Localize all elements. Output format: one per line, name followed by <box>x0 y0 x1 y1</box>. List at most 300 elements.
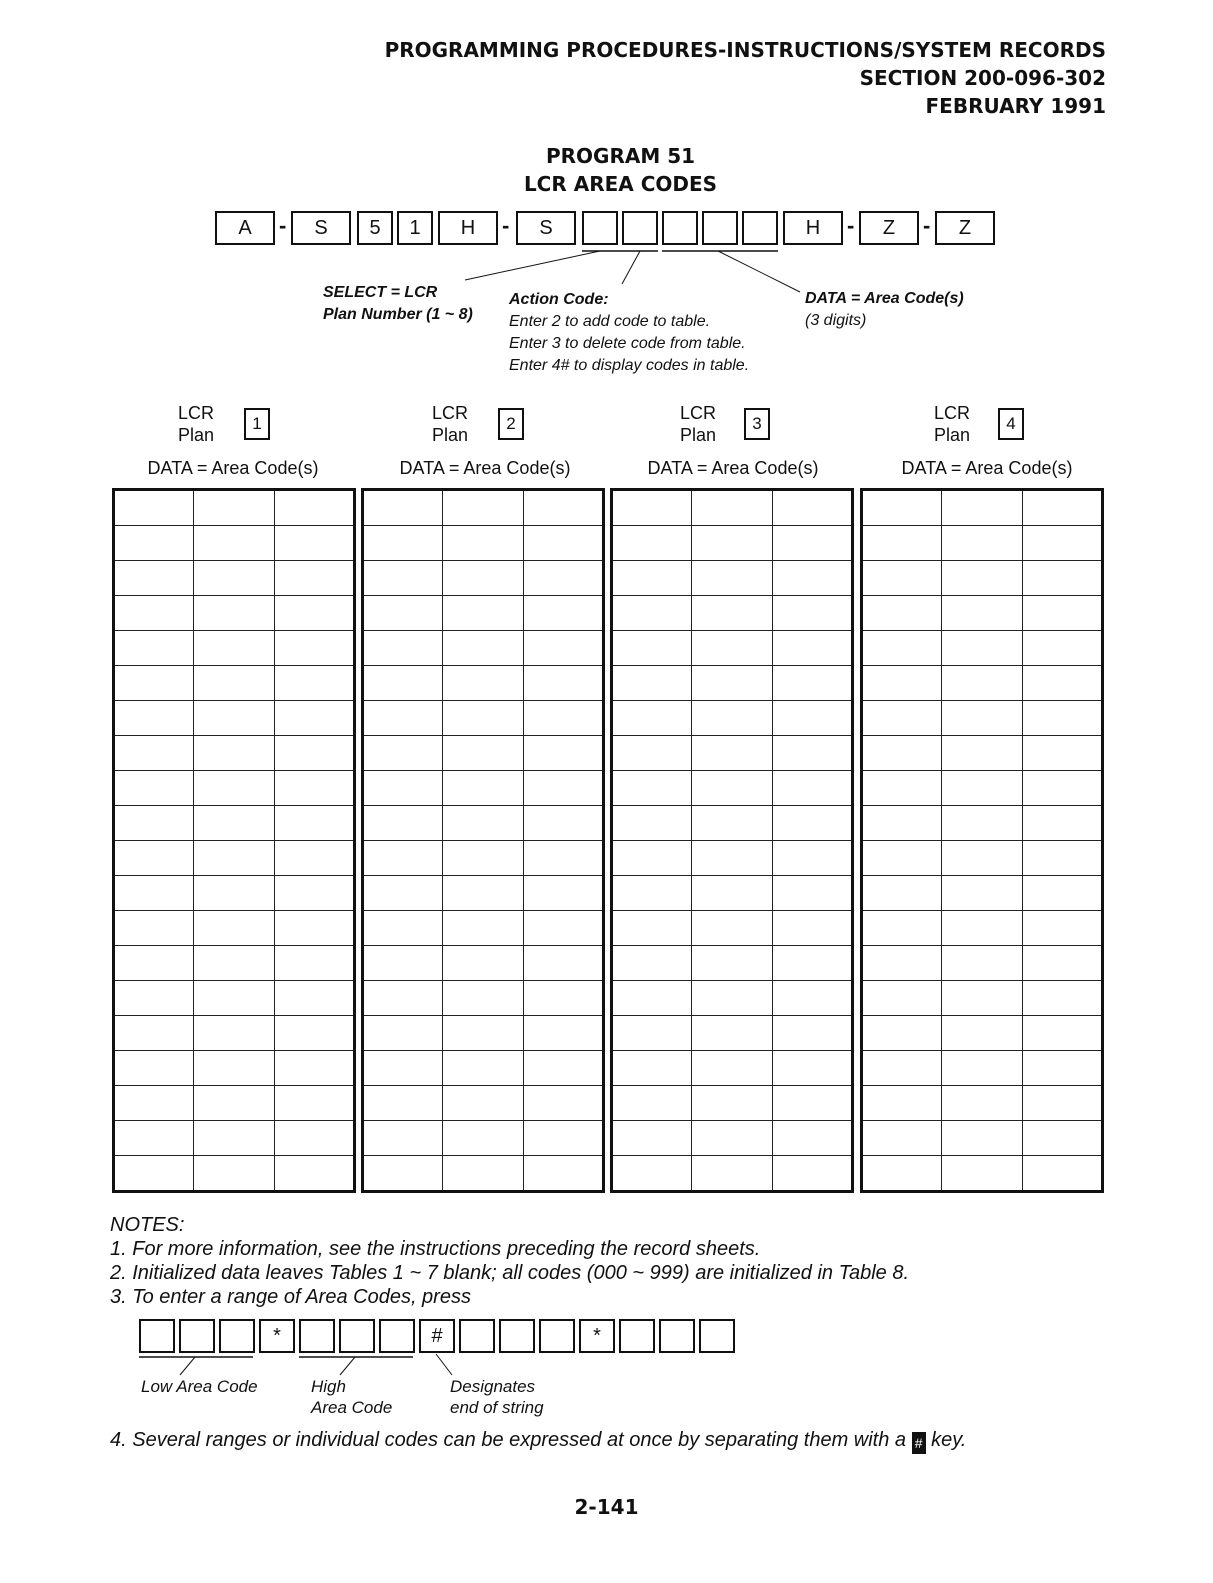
table-row <box>862 876 1103 911</box>
area-code-cell[interactable] <box>114 946 194 981</box>
plan-header-3: LCR Plan 3 DATA = Area Code(s) <box>608 402 858 482</box>
table-row <box>363 701 604 736</box>
range-key-box <box>539 1319 575 1353</box>
area-code-cell[interactable] <box>363 1086 443 1121</box>
area-code-cell[interactable] <box>523 1121 603 1156</box>
area-code-cell[interactable] <box>523 736 603 771</box>
area-code-cell[interactable] <box>862 701 942 736</box>
area-code-cell[interactable] <box>443 631 523 666</box>
area-code-cell[interactable] <box>194 981 274 1016</box>
separator-dash: - <box>502 213 510 238</box>
area-code-cell[interactable] <box>114 561 194 596</box>
area-code-cell[interactable] <box>443 771 523 806</box>
area-code-cell[interactable] <box>862 1156 942 1192</box>
range-key-box <box>379 1319 415 1353</box>
area-code-cell[interactable] <box>194 911 274 946</box>
area-code-cell[interactable] <box>114 596 194 631</box>
area-code-cell[interactable] <box>942 526 1022 561</box>
header-line-1: PROGRAMMING PROCEDURES-INSTRUCTIONS/SYSTEM RECORDS <box>384 38 1106 62</box>
table-row <box>862 1156 1103 1192</box>
area-code-cell[interactable] <box>862 806 942 841</box>
range-key-box <box>219 1319 255 1353</box>
area-code-cell[interactable] <box>443 1121 523 1156</box>
area-code-cell[interactable] <box>523 1086 603 1121</box>
area-code-cell[interactable] <box>942 631 1022 666</box>
area-code-cell[interactable] <box>363 806 443 841</box>
area-code-cell[interactable] <box>274 1051 354 1086</box>
table-row <box>114 841 355 876</box>
area-code-cell[interactable] <box>523 526 603 561</box>
area-code-cell[interactable] <box>443 946 523 981</box>
area-code-cell[interactable] <box>942 841 1022 876</box>
area-code-cell[interactable] <box>692 666 772 701</box>
area-code-cell[interactable] <box>274 631 354 666</box>
area-code-cell[interactable] <box>363 701 443 736</box>
area-code-cell[interactable] <box>772 841 852 876</box>
area-code-cell[interactable] <box>612 806 692 841</box>
area-code-cell[interactable] <box>523 701 603 736</box>
area-code-cell[interactable] <box>612 1016 692 1051</box>
area-code-cell[interactable] <box>443 1156 523 1192</box>
area-code-cell[interactable] <box>862 841 942 876</box>
area-code-cell[interactable] <box>443 1051 523 1086</box>
area-code-cell[interactable] <box>114 1051 194 1086</box>
area-code-cell[interactable] <box>443 841 523 876</box>
area-code-cell[interactable] <box>114 911 194 946</box>
area-code-cell[interactable] <box>114 1016 194 1051</box>
area-code-cell[interactable] <box>274 841 354 876</box>
key-box-a: A <box>215 211 275 245</box>
area-code-cell[interactable] <box>862 1121 942 1156</box>
area-code-cell[interactable] <box>274 806 354 841</box>
area-code-cell[interactable] <box>942 490 1022 526</box>
area-code-cell[interactable] <box>443 1086 523 1121</box>
area-code-cell[interactable] <box>114 490 194 526</box>
table-row <box>114 1121 355 1156</box>
area-code-cell[interactable] <box>692 1156 772 1192</box>
area-code-cell[interactable] <box>363 841 443 876</box>
area-code-cell[interactable] <box>1022 911 1102 946</box>
table-row <box>862 631 1103 666</box>
area-code-cell[interactable] <box>772 561 852 596</box>
area-code-cell[interactable] <box>114 806 194 841</box>
area-code-cell[interactable] <box>1022 841 1102 876</box>
area-code-cell[interactable] <box>363 1121 443 1156</box>
area-code-cell[interactable] <box>942 666 1022 701</box>
data-label: DATA = Area Code(s) (3 digits) <box>805 290 964 329</box>
plan-data-label: DATA = Area Code(s) <box>147 458 319 478</box>
area-code-cell[interactable] <box>274 946 354 981</box>
area-code-cell[interactable] <box>1022 771 1102 806</box>
area-code-cell[interactable] <box>194 946 274 981</box>
area-code-cell[interactable] <box>443 666 523 701</box>
area-code-cell[interactable] <box>612 1156 692 1192</box>
area-code-cell[interactable] <box>363 596 443 631</box>
table-row <box>612 1156 853 1192</box>
area-code-cell[interactable] <box>692 771 772 806</box>
key-box-h: H <box>783 211 843 245</box>
area-code-cell[interactable] <box>194 631 274 666</box>
area-code-cell[interactable] <box>523 561 603 596</box>
area-code-cell[interactable] <box>194 876 274 911</box>
area-code-cell[interactable] <box>612 526 692 561</box>
area-code-cell[interactable] <box>523 490 603 526</box>
area-code-cell[interactable] <box>114 1086 194 1121</box>
area-code-cell[interactable] <box>942 596 1022 631</box>
table-row <box>114 1016 355 1051</box>
table-row <box>114 526 355 561</box>
area-code-cell[interactable] <box>612 666 692 701</box>
area-code-cell[interactable] <box>523 666 603 701</box>
area-code-cell[interactable] <box>194 666 274 701</box>
area-code-cell[interactable] <box>1022 1086 1102 1121</box>
area-code-cell[interactable] <box>443 1016 523 1051</box>
area-code-cell[interactable] <box>862 526 942 561</box>
table-row <box>363 1086 604 1121</box>
area-code-cell[interactable] <box>1022 1051 1102 1086</box>
area-code-cell[interactable] <box>692 841 772 876</box>
area-code-cell[interactable] <box>443 526 523 561</box>
area-code-cell[interactable] <box>114 876 194 911</box>
area-code-cell[interactable] <box>1022 596 1102 631</box>
area-code-cell[interactable] <box>274 1086 354 1121</box>
area-code-cell[interactable] <box>612 1051 692 1086</box>
note-1: 1. For more information, see the instructions preceding the record sheets. <box>110 1238 761 1260</box>
area-code-cell[interactable] <box>692 631 772 666</box>
plan-header-4: LCR Plan 4 DATA = Area Code(s) <box>862 402 1112 482</box>
area-code-cell[interactable] <box>274 911 354 946</box>
area-code-cell[interactable] <box>612 841 692 876</box>
area-code-cell[interactable] <box>443 561 523 596</box>
area-code-cell[interactable] <box>612 876 692 911</box>
area-code-cell[interactable] <box>772 946 852 981</box>
area-code-cell[interactable] <box>274 1156 354 1192</box>
area-code-cell[interactable] <box>443 876 523 911</box>
area-code-cell[interactable] <box>692 490 772 526</box>
area-code-cell[interactable] <box>862 1051 942 1086</box>
area-code-cell[interactable] <box>194 596 274 631</box>
area-code-cell[interactable] <box>1022 946 1102 981</box>
area-code-cell[interactable] <box>772 1051 852 1086</box>
area-code-cell[interactable] <box>363 561 443 596</box>
area-code-cell[interactable] <box>692 1051 772 1086</box>
area-code-cell[interactable] <box>942 876 1022 911</box>
area-code-cell[interactable] <box>1022 736 1102 771</box>
table-row <box>612 701 853 736</box>
area-code-cell[interactable] <box>862 946 942 981</box>
area-code-cell[interactable] <box>114 1121 194 1156</box>
area-code-cell[interactable] <box>1022 561 1102 596</box>
area-code-cell[interactable] <box>862 1016 942 1051</box>
area-code-cell[interactable] <box>114 981 194 1016</box>
area-code-cell[interactable] <box>443 701 523 736</box>
area-code-cell[interactable] <box>772 806 852 841</box>
area-code-cell[interactable] <box>523 911 603 946</box>
area-code-cell[interactable] <box>692 701 772 736</box>
area-code-cell[interactable] <box>772 1086 852 1121</box>
area-code-cell[interactable] <box>1022 876 1102 911</box>
area-code-cell[interactable] <box>1022 981 1102 1016</box>
area-code-cell[interactable] <box>612 1121 692 1156</box>
plan-header-1: LCR Plan 1 DATA = Area Code(s) <box>108 402 358 482</box>
area-code-cell[interactable] <box>862 771 942 806</box>
area-code-cell[interactable] <box>363 526 443 561</box>
separator-dash: - <box>847 213 855 238</box>
area-code-cell[interactable] <box>274 490 354 526</box>
area-code-cell[interactable] <box>942 771 1022 806</box>
area-code-cell[interactable] <box>443 911 523 946</box>
area-code-cell[interactable] <box>1022 526 1102 561</box>
header-section: SECTION 200-096-302 <box>859 66 1106 90</box>
area-code-cell[interactable] <box>942 1051 1022 1086</box>
range-callout-lines <box>0 1350 800 1390</box>
area-code-cell[interactable] <box>772 981 852 1016</box>
area-code-cell[interactable] <box>692 1016 772 1051</box>
area-code-cell[interactable] <box>692 596 772 631</box>
area-code-cell[interactable] <box>1022 631 1102 666</box>
area-code-cell[interactable] <box>1022 1156 1102 1192</box>
area-code-cell[interactable] <box>1022 701 1102 736</box>
area-code-cell[interactable] <box>862 666 942 701</box>
key-box-h: H <box>438 211 498 245</box>
area-code-cell[interactable] <box>363 1156 443 1192</box>
table-row <box>114 490 355 526</box>
area-code-cell[interactable] <box>612 701 692 736</box>
area-code-cell[interactable] <box>523 981 603 1016</box>
area-code-cell[interactable] <box>194 1156 274 1192</box>
area-code-cell[interactable] <box>862 981 942 1016</box>
table-row <box>862 911 1103 946</box>
area-code-cell[interactable] <box>114 736 194 771</box>
table-row <box>862 1016 1103 1051</box>
area-code-cell[interactable] <box>612 596 692 631</box>
area-code-cell[interactable] <box>942 1016 1022 1051</box>
area-code-cell[interactable] <box>194 841 274 876</box>
area-code-cell[interactable] <box>692 806 772 841</box>
area-code-cell[interactable] <box>862 596 942 631</box>
area-code-cell[interactable] <box>862 736 942 771</box>
area-code-cell[interactable] <box>862 911 942 946</box>
area-code-cell[interactable] <box>692 526 772 561</box>
note-2: 2. Initialized data leaves Tables 1 ~ 7 blank; all codes (000 ~ 999) are initialized in Table 8. <box>110 1262 910 1284</box>
area-code-cell[interactable] <box>772 771 852 806</box>
area-code-table-plan-3 <box>610 488 854 1193</box>
area-code-cell[interactable] <box>942 946 1022 981</box>
area-code-cell[interactable] <box>443 596 523 631</box>
area-code-cell[interactable] <box>363 876 443 911</box>
plan-number-box: 3 <box>744 408 770 440</box>
area-code-cell[interactable] <box>274 736 354 771</box>
area-code-cell[interactable] <box>612 561 692 596</box>
area-code-cell[interactable] <box>862 631 942 666</box>
area-code-cell[interactable] <box>363 771 443 806</box>
area-code-cell[interactable] <box>772 1016 852 1051</box>
area-code-cell[interactable] <box>772 1121 852 1156</box>
area-code-cell[interactable] <box>274 701 354 736</box>
table-row <box>114 981 355 1016</box>
area-code-cell[interactable] <box>612 1086 692 1121</box>
area-code-cell[interactable] <box>443 490 523 526</box>
table-row <box>363 841 604 876</box>
area-code-cell[interactable] <box>692 911 772 946</box>
area-code-cell[interactable] <box>942 981 1022 1016</box>
area-code-cell[interactable] <box>194 526 274 561</box>
area-code-cell[interactable] <box>772 666 852 701</box>
area-code-cell[interactable] <box>274 596 354 631</box>
area-code-cell[interactable] <box>1022 806 1102 841</box>
area-code-cell[interactable] <box>443 736 523 771</box>
area-code-cell[interactable] <box>363 490 443 526</box>
area-code-cell[interactable] <box>942 1086 1022 1121</box>
area-code-cell[interactable] <box>523 1156 603 1192</box>
area-code-cell[interactable] <box>612 981 692 1016</box>
area-code-cell[interactable] <box>274 876 354 911</box>
area-code-cell[interactable] <box>942 561 1022 596</box>
range-key-box <box>699 1319 735 1353</box>
area-code-cell[interactable] <box>612 911 692 946</box>
area-code-cell[interactable] <box>692 946 772 981</box>
area-code-cell[interactable] <box>612 946 692 981</box>
table-row <box>363 596 604 631</box>
area-code-cell[interactable] <box>772 631 852 666</box>
table-row <box>612 946 853 981</box>
area-code-cell[interactable] <box>1022 490 1102 526</box>
area-code-cell[interactable] <box>692 1086 772 1121</box>
area-code-cell[interactable] <box>274 526 354 561</box>
area-code-cell[interactable] <box>942 911 1022 946</box>
table-row <box>114 1051 355 1086</box>
area-code-cell[interactable] <box>612 631 692 666</box>
area-code-cell[interactable] <box>1022 1016 1102 1051</box>
table-row <box>862 561 1103 596</box>
table-row <box>612 736 853 771</box>
key-box-s: S <box>291 211 351 245</box>
area-code-cell[interactable] <box>772 1156 852 1192</box>
area-code-cell[interactable] <box>862 876 942 911</box>
area-code-cell[interactable] <box>523 771 603 806</box>
area-code-cell[interactable] <box>1022 666 1102 701</box>
area-code-cell[interactable] <box>363 911 443 946</box>
area-code-cell[interactable] <box>612 771 692 806</box>
area-code-cell[interactable] <box>612 490 692 526</box>
area-code-cell[interactable] <box>194 736 274 771</box>
area-code-cell[interactable] <box>114 841 194 876</box>
table-row <box>612 981 853 1016</box>
area-code-cell[interactable] <box>772 736 852 771</box>
program-name: LCR AREA CODES <box>523 172 718 196</box>
area-code-cell[interactable] <box>523 596 603 631</box>
area-code-cell[interactable] <box>274 561 354 596</box>
area-code-cell[interactable] <box>114 701 194 736</box>
area-code-cell[interactable] <box>523 806 603 841</box>
area-code-cell[interactable] <box>363 946 443 981</box>
key-box-5: 5 <box>357 211 393 245</box>
area-code-cell[interactable] <box>114 526 194 561</box>
area-code-cell[interactable] <box>772 876 852 911</box>
area-code-cell[interactable] <box>772 911 852 946</box>
area-code-cell[interactable] <box>772 701 852 736</box>
area-code-cell[interactable] <box>363 736 443 771</box>
range-key-box <box>339 1319 375 1353</box>
area-code-cell[interactable] <box>194 701 274 736</box>
range-key-box <box>619 1319 655 1353</box>
area-code-cell[interactable] <box>942 806 1022 841</box>
area-code-cell[interactable] <box>443 981 523 1016</box>
area-code-cell[interactable] <box>363 631 443 666</box>
end-of-string-label: Designates end of string <box>450 1377 544 1417</box>
table-row <box>862 596 1103 631</box>
area-code-cell[interactable] <box>862 561 942 596</box>
area-code-cell[interactable] <box>523 946 603 981</box>
area-code-cell[interactable] <box>1022 1121 1102 1156</box>
area-code-cell[interactable] <box>523 841 603 876</box>
key-box-s: S <box>516 211 576 245</box>
area-code-cell[interactable] <box>363 981 443 1016</box>
area-code-cell[interactable] <box>523 1016 603 1051</box>
area-code-cell[interactable] <box>194 1086 274 1121</box>
area-code-cell[interactable] <box>692 561 772 596</box>
area-code-cell[interactable] <box>194 490 274 526</box>
area-code-cell[interactable] <box>114 631 194 666</box>
note-4: 4. Several ranges or individual codes can be expressed at once by separating them with a # key. <box>110 1428 966 1454</box>
area-code-cell[interactable] <box>274 771 354 806</box>
area-code-cell[interactable] <box>363 1051 443 1086</box>
area-code-cell[interactable] <box>942 701 1022 736</box>
area-code-cell[interactable] <box>194 561 274 596</box>
table-row <box>363 911 604 946</box>
area-code-cell[interactable] <box>942 1121 1022 1156</box>
area-code-cell[interactable] <box>363 1016 443 1051</box>
area-code-cell[interactable] <box>692 876 772 911</box>
area-code-cell[interactable] <box>692 981 772 1016</box>
area-code-cell[interactable] <box>194 771 274 806</box>
area-code-cell[interactable] <box>523 1051 603 1086</box>
area-code-cell[interactable] <box>862 1086 942 1121</box>
area-code-cell[interactable] <box>692 1121 772 1156</box>
area-code-cell[interactable] <box>114 1156 194 1192</box>
key-box-z: Z <box>935 211 995 245</box>
area-code-cell[interactable] <box>523 876 603 911</box>
area-code-cell[interactable] <box>942 1156 1022 1192</box>
area-code-cell[interactable] <box>363 666 443 701</box>
star-key-box: * <box>259 1319 295 1353</box>
area-code-cell[interactable] <box>772 596 852 631</box>
area-code-cell[interactable] <box>194 1016 274 1051</box>
area-code-cell[interactable] <box>274 666 354 701</box>
area-code-cell[interactable] <box>194 806 274 841</box>
table-row <box>114 806 355 841</box>
area-code-cell[interactable] <box>862 490 942 526</box>
range-key-box <box>659 1319 695 1353</box>
area-code-cell[interactable] <box>274 981 354 1016</box>
area-code-cell[interactable] <box>274 1016 354 1051</box>
area-code-cell[interactable] <box>942 736 1022 771</box>
area-code-cell[interactable] <box>772 526 852 561</box>
area-code-cell[interactable] <box>274 1121 354 1156</box>
area-code-cell[interactable] <box>523 631 603 666</box>
area-code-cell[interactable] <box>114 771 194 806</box>
table-row <box>862 666 1103 701</box>
area-code-cell[interactable] <box>612 736 692 771</box>
area-code-cell[interactable] <box>772 490 852 526</box>
table-row <box>363 490 604 526</box>
area-code-cell[interactable] <box>114 666 194 701</box>
area-code-cell[interactable] <box>194 1051 274 1086</box>
area-code-cell[interactable] <box>194 1121 274 1156</box>
table-row <box>612 1121 853 1156</box>
area-code-cell[interactable] <box>692 736 772 771</box>
area-code-cell[interactable] <box>443 806 523 841</box>
